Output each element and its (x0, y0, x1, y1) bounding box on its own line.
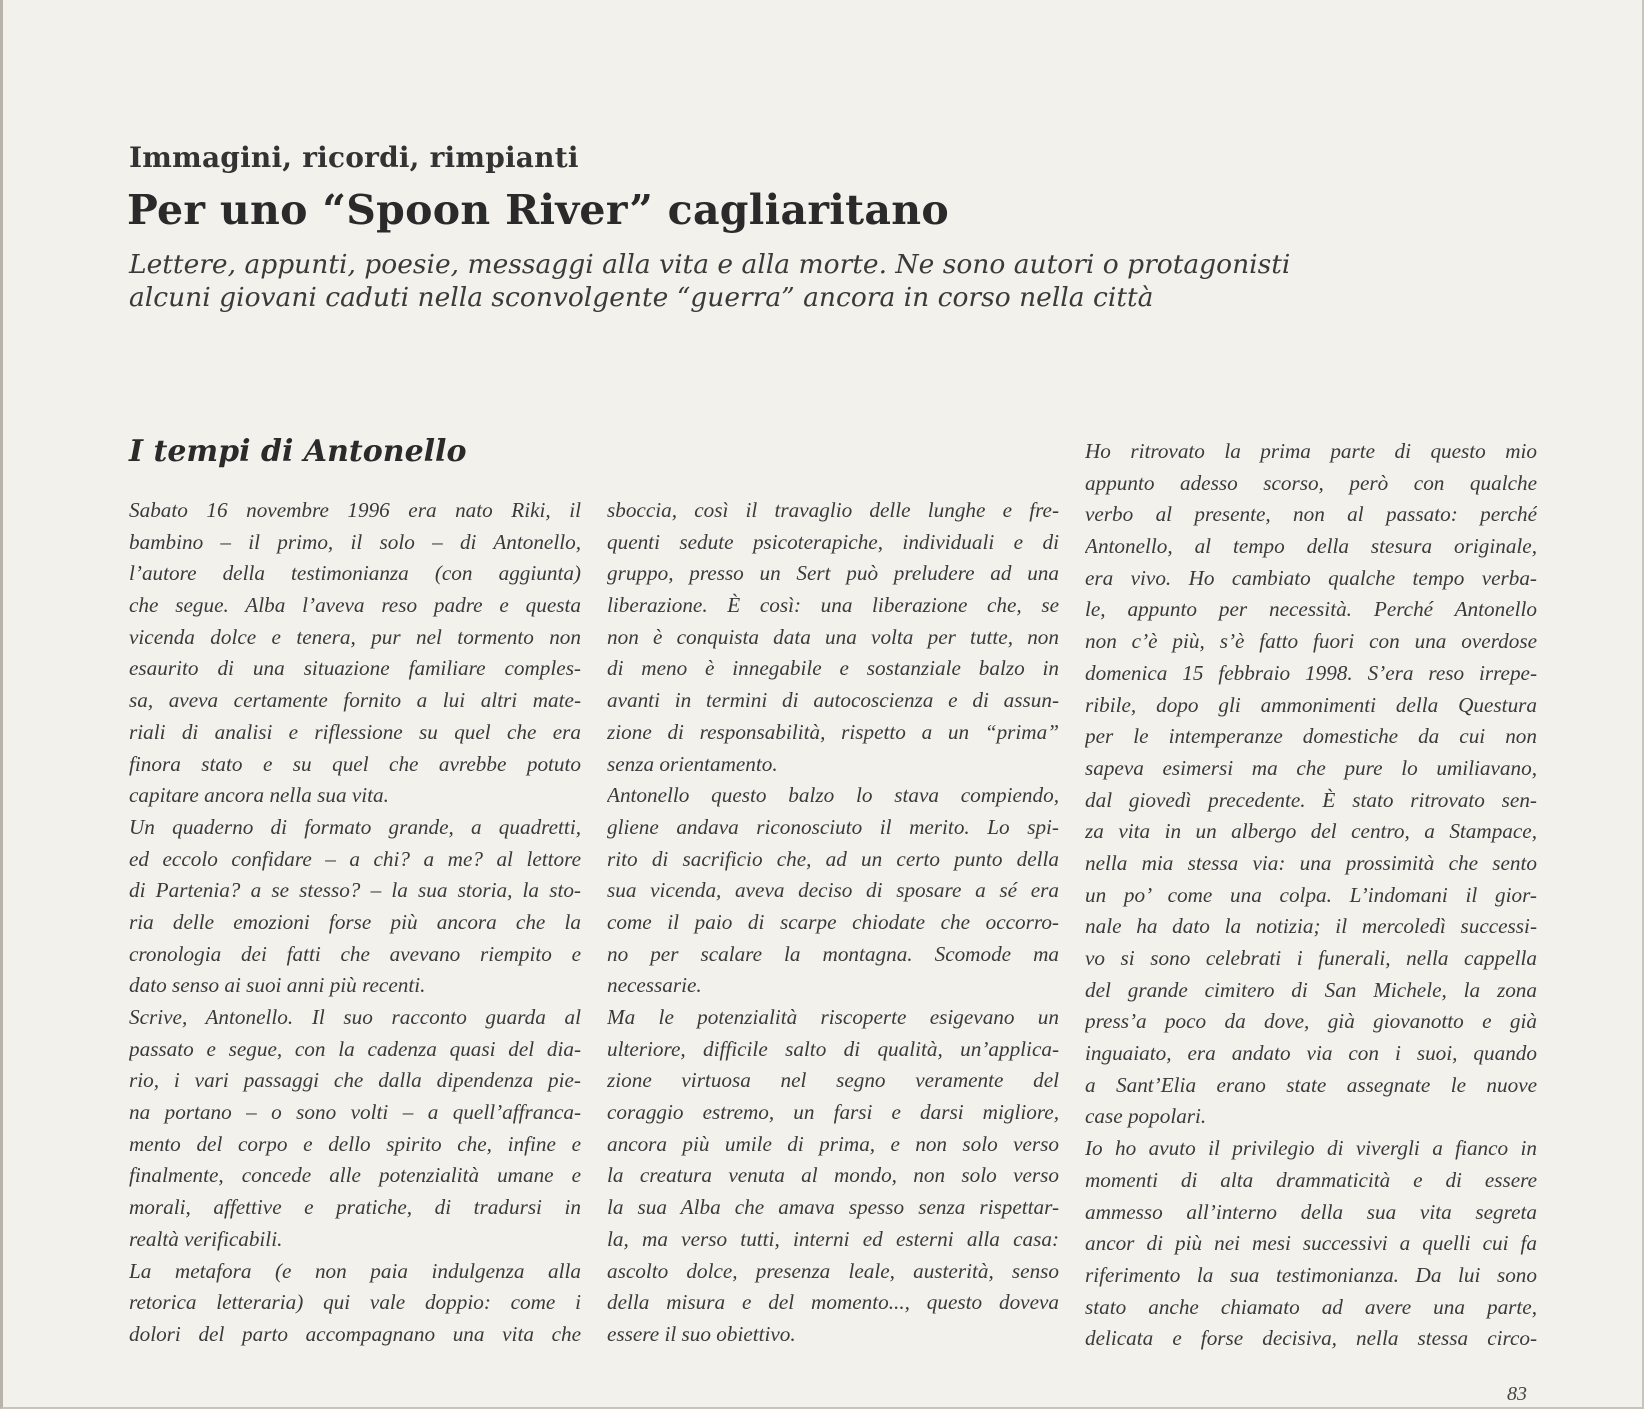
text-line: nella mia stessa via: una prossimità che sento (1085, 850, 1537, 875)
text-line: passato e segue, con la cadenza quasi del dia- (129, 1036, 581, 1061)
article-subtitle (129, 248, 1559, 314)
text-line: La metafora (e non paia indulgenza alla (129, 1258, 581, 1283)
text-line: di Partenia? a se stesso? – la sua storia, la sto- (129, 878, 581, 903)
text-line: bambino – il primo, il solo – di Antonello, (129, 529, 581, 554)
text-line: Un quaderno di formato grande, a quadretti, (129, 814, 581, 839)
article-title: Per uno “Spoon River” cagliaritano (127, 186, 950, 234)
text-line: vicenda dolce e tenera, pur nel tormento non (129, 624, 581, 649)
text-line: sapeva esimersi ma che pure lo umiliavano, (1085, 755, 1537, 780)
text-line: sa, aveva certamente fornito a lui altri mate- (129, 688, 581, 713)
text-line: Ma le potenzialità riscoperte esigevano un (607, 1005, 1059, 1029)
text-line: coraggio estremo, un farsi e darsi migliore, (607, 1100, 1059, 1125)
page-number: 83 (1507, 1383, 1527, 1405)
text-line: finora stato e su quel che avrebbe potuto (129, 751, 581, 776)
text-line: ancor di più nei mesi successivi a quelli cui fa (1085, 1231, 1537, 1256)
text-line: senza orientamento. (607, 751, 778, 776)
text-line: Antonello, al tempo della stesura originale, (1085, 534, 1537, 559)
text-line: zione di responsabilità, rispetto a un “prima” (607, 719, 1059, 744)
text-line: di meno è innegabile e sostanziale balzo in (607, 656, 1059, 681)
text-line: ed eccolo confidare – a chi? a me? al lettore (129, 846, 581, 871)
subtitle-line: alcuni giovani caduti nella sconvolgente “guerra” ancora in corso nella città (129, 282, 1154, 313)
text-line: press’a poco da dove, già giovanotto e già (1085, 1009, 1537, 1034)
text-line: Antonello questo balzo lo stava compiendo, (607, 783, 1059, 808)
text-line: ulteriore, difficile salto di qualità, un’applica- (607, 1036, 1059, 1061)
text-line: essere il suo obiettivo. (607, 1321, 796, 1346)
text-line: a Sant’Elia erano state assegnate le nuove (1085, 1072, 1537, 1097)
text-line: case popolari. (1085, 1104, 1207, 1129)
text-column-3 (1085, 436, 1537, 1355)
text-column-1 (129, 495, 581, 1351)
text-line: sua vicenda, aveva deciso di sposare a sé era (607, 878, 1059, 903)
text-line: non è conquista data una volta per tutte, non (607, 624, 1059, 649)
text-line: gliene andava riconosciuto il merito. Lo spi- (607, 814, 1059, 839)
text-line: le, appunto per necessità. Perché Antonello (1085, 597, 1537, 622)
text-line: gruppo, presso un Sert può preludere ad una (607, 561, 1059, 586)
text-line: necessarie. (607, 973, 702, 998)
text-line: verbo al presente, non al passato: perché (1085, 502, 1537, 527)
text-line: inguaiato, era andato via con i suoi, quando (1085, 1041, 1537, 1066)
text-line: la creatura venuta al mondo, non solo verso (607, 1163, 1059, 1188)
text-line: appunto adesso scorso, però con qualche (1085, 470, 1537, 495)
text-line: come il paio di scarpe chiodate che occorro- (607, 909, 1059, 934)
text-line: momenti di alta drammaticità e di essere (1085, 1167, 1537, 1192)
text-line: cronologia dei fatti che avevano riempito e (129, 941, 581, 966)
text-line: domenica 15 febbraio 1998. S’era reso irrepe- (1085, 660, 1537, 685)
text-line: retorica letteraria) qui vale doppio: come i (129, 1290, 581, 1315)
text-line: un po’ come una colpa. L’indomani il gior- (1085, 882, 1537, 907)
text-line: che segue. Alba l’aveva reso padre e questa (129, 593, 581, 618)
text-line: morali, affettive e pratiche, di tradursi in (129, 1195, 581, 1220)
text-line: liberazione. È così: una liberazione che, se (607, 593, 1059, 618)
text-line: esaurito di una situazione familiare comples- (129, 656, 581, 681)
kicker: Immagini, ricordi, rimpianti (129, 141, 579, 174)
text-line: ribile, dopo gli ammonimenti della Questura (1085, 692, 1537, 717)
text-line: della misura e del momento..., questo doveva (607, 1290, 1059, 1315)
text-line: realtà verificabili. (129, 1226, 283, 1251)
text-line: ascolto dolce, presenza leale, austerità, senso (607, 1258, 1059, 1283)
text-line: vo si sono celebrati i funerali, nella cappella (1085, 946, 1537, 970)
text-line: riali di analisi e riflessione su quel che era (129, 719, 581, 744)
text-line: quenti sedute psicoterapiche, individuali e di (607, 529, 1059, 554)
text-line: ancora più umile di prima, e non solo verso (607, 1131, 1059, 1156)
text-line: la sua Alba che amava spesso senza rispettar- (607, 1195, 1059, 1220)
text-line: per le intemperanze domestiche da cui non (1085, 724, 1537, 749)
text-line: sboccia, così il travaglio delle lunghe e fre- (607, 498, 1059, 522)
text-line: no per scalare la montagna. Scomode ma (607, 941, 1059, 966)
text-line: ria delle emozioni forse più ancora che la (129, 909, 581, 934)
text-line: nale ha dato la notizia; il mercoledì successi- (1085, 914, 1537, 939)
section-heading: I tempi di Antonello (129, 434, 467, 469)
text-line: non c’è più, s’è fatto fuori con una overdose (1085, 629, 1537, 654)
text-line: Scrive, Antonello. Il suo racconto guarda al (129, 1005, 581, 1029)
text-line: la, ma verso tutti, interni ed esterni alla casa: (607, 1226, 1059, 1251)
text-line: Io ho avuto il privilegio di vivergli a fianco in (1085, 1136, 1537, 1161)
text-line: rito di sacrificio che, ad un certo punto della (607, 846, 1059, 871)
text-line: Sabato 16 novembre 1996 era nato Riki, il (129, 498, 581, 522)
text-line: finalmente, concede alle potenzialità umane e (129, 1163, 581, 1188)
text-column-2 (607, 495, 1059, 1351)
text-line: dato senso ai suoi anni più recenti. (129, 973, 426, 998)
subtitle-line: Lettere, appunti, poesie, messaggi alla vita e alla morte. Ne sono autori o protagonisti (129, 249, 1291, 280)
text-line: zione virtuosa nel segno veramente del (607, 1068, 1059, 1093)
text-line: riferimento la sua testimonianza. Da lui sono (1085, 1262, 1537, 1287)
text-line: dal giovedì precedente. È stato ritrovato sen- (1085, 787, 1537, 812)
text-line: avanti in termini di autocoscienza e di assun- (607, 688, 1059, 713)
text-line: ammesso all’interno della sua vita segreta (1085, 1199, 1537, 1224)
text-line: za vita in un albergo del centro, a Stampace, (1085, 819, 1537, 844)
text-line: Ho ritrovato la prima parte di questo mio (1085, 439, 1537, 463)
text-line: rio, i vari passaggi che dalla dipendenza pie- (129, 1068, 581, 1093)
text-line: na portano – o sono volti – a quell’affranca- (129, 1100, 581, 1125)
text-line: capitare ancora nella sua vita. (129, 783, 389, 808)
text-line: era vivo. Ho cambiato qualche tempo verba- (1085, 565, 1537, 590)
text-line: dolori del parto accompagnano una vita che (129, 1321, 581, 1346)
text-line: del grande cimitero di San Michele, la zona (1085, 977, 1537, 1002)
text-line: stato anche chiamato ad avere una parte, (1085, 1294, 1537, 1319)
text-line: l’autore della testimonianza (con aggiunta) (129, 561, 581, 586)
text-line: delicata e forse decisiva, nella stessa circo- (1085, 1326, 1537, 1351)
text-line: mento del corpo e dello spirito che, infine e (129, 1131, 581, 1156)
